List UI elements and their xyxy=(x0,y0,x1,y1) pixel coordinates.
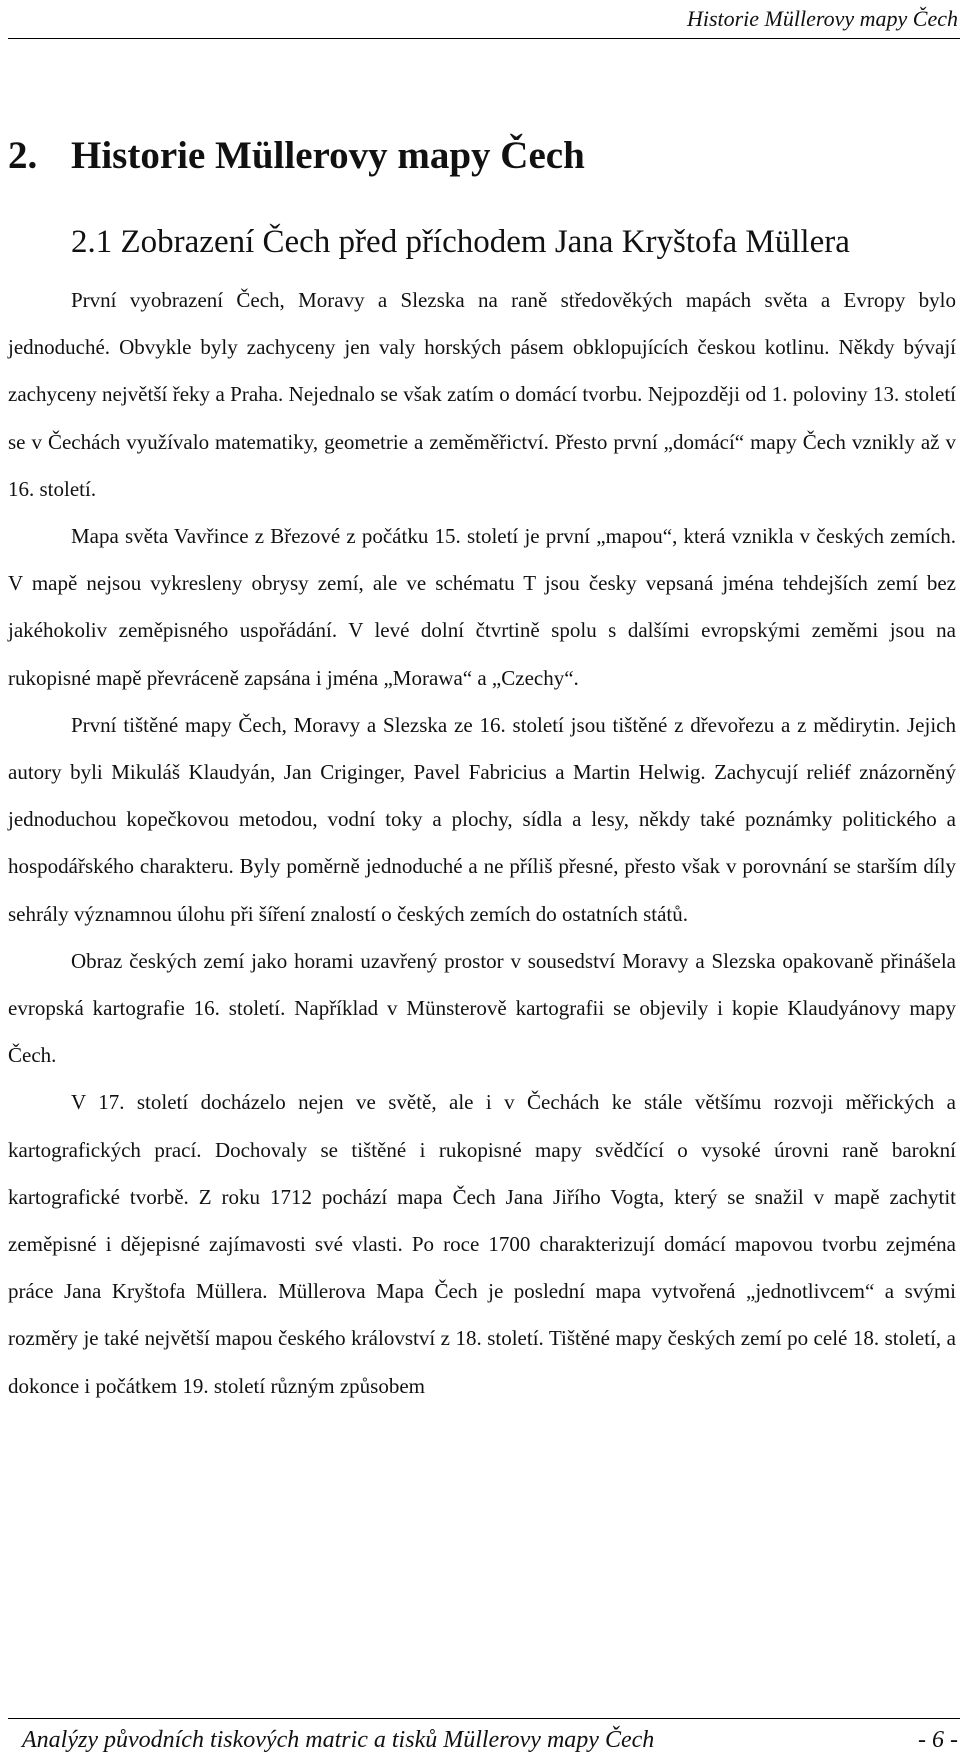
paragraph: V 17. století docházelo nejen ve světě, ale i v Čechách ke stále většímu rozvoji měřických a kartografických prací. Dochovaly se tištěné i rukopisné mapy svědčící o vysoké úrovni raně barokní kartografické tvorbě. Z roku 1712 pochází mapa Čech Jana Jiřího Vogta, který se snažil v mapě zachytit zeměpisné i dějepisné zajímavosti své vlasti. Po roce 1700 charakterizují domácí mapovou tvorbu zejména práce Jana Kryštofa Müllera. Müllerova Mapa Čech je poslední mapa vytvořená „jednotlivcem“ a svými rozměry je také největší mapou českého království z 18. století. Tištěné mapy českých zemí po celé 18. století, a dokonce i počátkem 19. století různým způsobem xyxy=(8,1090,956,1398)
section-heading: 2.1 Zobrazení Čech před příchodem Jana Kryštofa Müllera xyxy=(71,224,850,260)
chapter-number: 2. xyxy=(8,134,38,177)
chapter-heading xyxy=(8,132,956,180)
running-header-title: Historie Müllerovy mapy Čech xyxy=(686,6,958,31)
running-header xyxy=(8,0,960,39)
page-footer xyxy=(8,1718,960,1763)
body-text xyxy=(8,277,956,1410)
footer-title: Analýzy původních tiskových matric a tisků Müllerovy mapy Čech xyxy=(22,1727,655,1753)
paragraph: První tištěné mapy Čech, Moravy a Slezska ze 16. století jsou tištěné z dřevořezu a z mědirytin. Jejich autory byli Mikuláš Klaudyán, Jan Criginger, Pavel Fabricius a Martin Helwig. Zachycují reliéf znázorněný jednoduchou kopečkovou metodou, vodní toky a plochy, sídla a lesy, někdy také poznámky politického a hospodářského charakteru. Byly poměrně jednoduché a ne příliš přesné, přesto však v porovnání se starším díly sehrály významnou úlohu při šíření znalostí o českých zemích do ostatních států. xyxy=(8,712,956,926)
paragraph: Mapa světa Vavřince z Březové z počátku 15. století je první „mapou“, která vznikla v českých zemích. V mapě nejsou vykresleny obrysy zemí, ale ve schématu T jsou česky vepsaná jména tehdejších zemí bez jakéhokoliv zeměpisného uspořádání. V levé dolní čtvrtině spolu s dalšími evropskými zeměmi jsou na rukopisné mapě převráceně zapsána i jména „Morawa“ a „Czechy“. xyxy=(8,524,956,690)
paragraph: První vyobrazení Čech, Moravy a Slezska na raně středověkých mapách světa a Evropy bylo jednoduché. Obvykle byly zachyceny jen valy horských pásem obklopujících českou kotlinu. Někdy bývají zachyceny největší řeky a Praha. Nejednalo se však zatím o domácí tvorbu. Nejpozději od 1. poloviny 13. století se v Čechách využívalo matematiky, geometrie a zeměměřictví. Přesto první „domácí“ mapy Čech vznikly až v 16. století. xyxy=(8,288,956,501)
page-content xyxy=(8,132,956,1410)
chapter-title: Historie Müllerovy mapy Čech xyxy=(71,134,585,177)
paragraph: Obraz českých zemí jako horami uzavřený prostor v sousedství Moravy a Slezska opakovaně přinášela evropská kartografie 16. století. Například v Münsterově kartografii se objevily i kopie Klaudyánovy mapy Čech. xyxy=(8,948,956,1068)
page-number: - 6 - xyxy=(918,1727,958,1753)
